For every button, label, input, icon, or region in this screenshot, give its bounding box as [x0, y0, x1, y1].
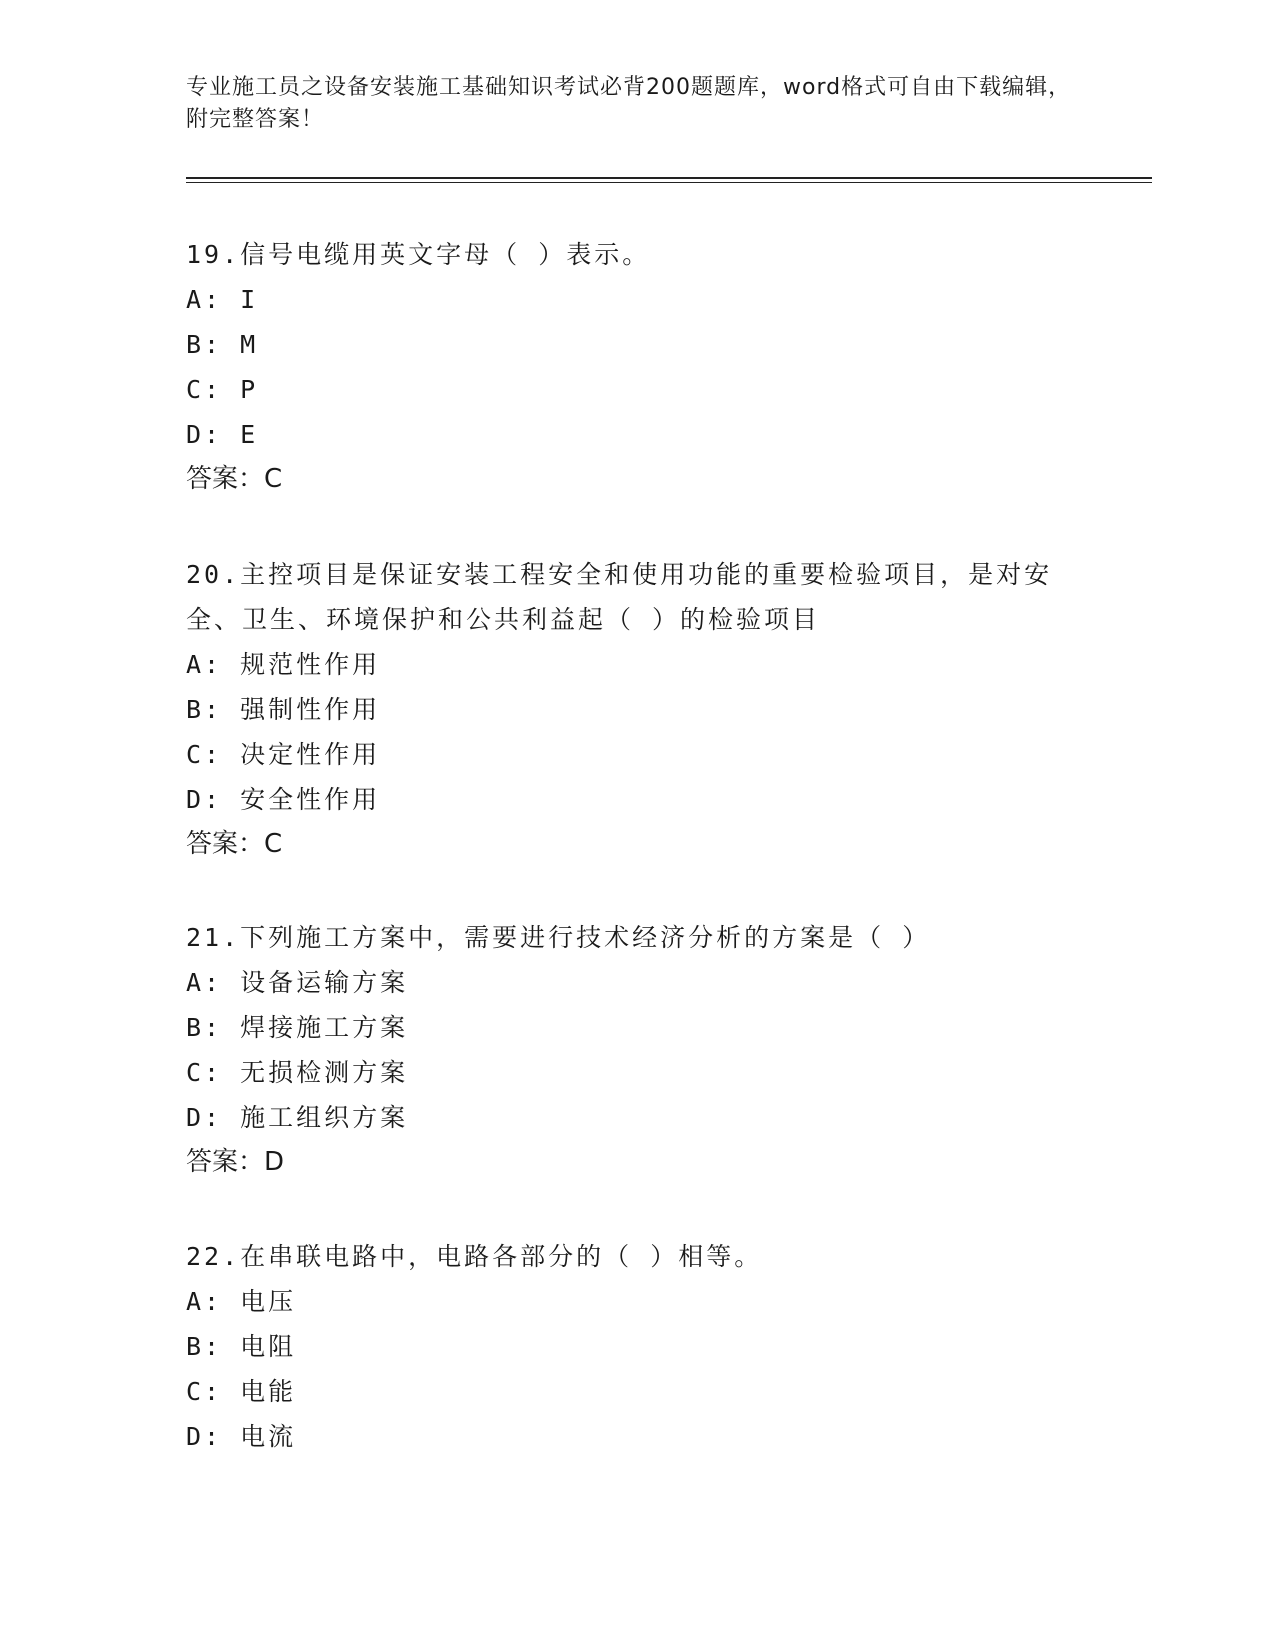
question-22	[186, 1234, 1086, 1459]
option-a: A: 电压	[186, 1287, 297, 1316]
option-b: B: M	[186, 330, 259, 359]
option-b: B: 电阻	[186, 1332, 297, 1361]
header-rule-thick	[186, 177, 1152, 179]
question-19	[186, 232, 1086, 502]
option-c: C: P	[186, 375, 259, 404]
question-20	[186, 552, 1086, 867]
answer: 答案：C	[186, 464, 283, 494]
option-a: A: I	[186, 285, 259, 314]
option-d: D: 施工组织方案	[186, 1103, 409, 1132]
answer: 答案：D	[186, 1147, 285, 1177]
option-c: C: 电能	[186, 1377, 297, 1406]
option-c: C: 无损检测方案	[186, 1058, 409, 1087]
option-d: D: 安全性作用	[186, 785, 381, 814]
option-b: B: 焊接施工方案	[186, 1013, 409, 1042]
option-a: A: 规范性作用	[186, 650, 381, 679]
option-d: D: E	[186, 420, 259, 449]
option-d: D: 电流	[186, 1422, 297, 1451]
option-a: A: 设备运输方案	[186, 968, 409, 997]
question-stem: 21.下列施工方案中，需要进行技术经济分析的方案是（ ）	[186, 923, 931, 952]
question-21	[186, 915, 1086, 1185]
option-b: B: 强制性作用	[186, 695, 381, 724]
document-intro: 专业施工员之设备安装施工基础知识考试必背200题题库，word格式可自由下载编辑，附完整答案！	[186, 75, 1072, 132]
header-rule-thin	[186, 182, 1152, 183]
question-stem: 22.在串联电路中，电路各部分的（ ）相等。	[186, 1242, 763, 1271]
question-stem: 20.主控项目是保证安装工程安全和使用功能的重要检验项目，是对安全、卫生、环境保护和公共利益起（ ）的检验项目	[186, 560, 1053, 634]
option-c: C: 决定性作用	[186, 740, 381, 769]
question-stem: 19.信号电缆用英文字母（ ）表示。	[186, 240, 651, 269]
answer: 答案：C	[186, 829, 283, 859]
